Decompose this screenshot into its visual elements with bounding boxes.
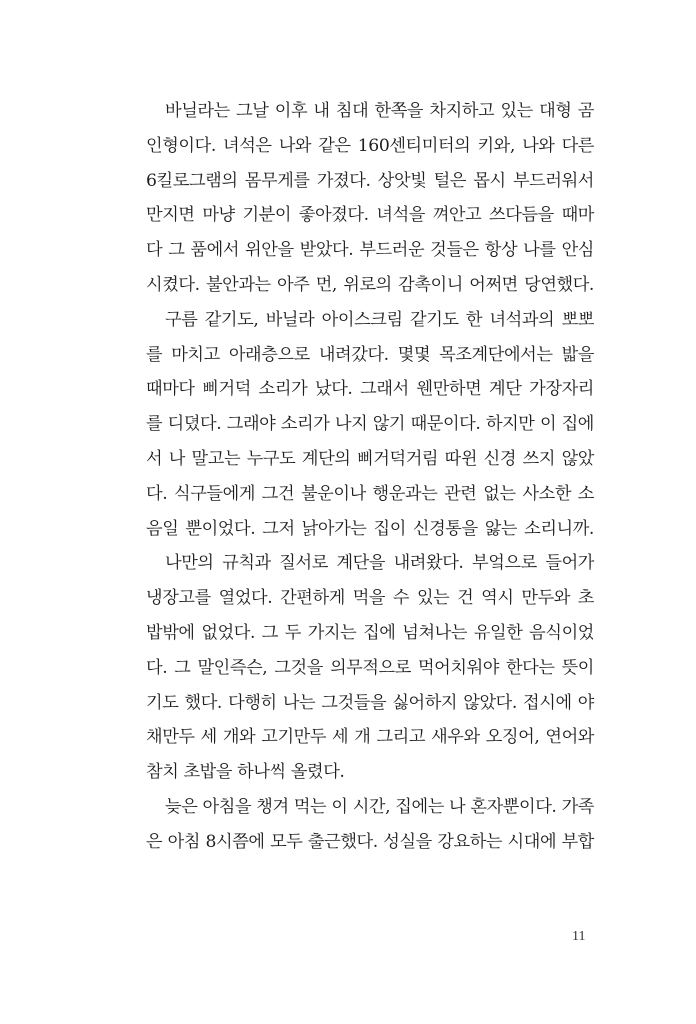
text-line: 만지면 마냥 기분이 좋아졌다. 녀석을 껴안고 쓰다듬을 때마 (146, 205, 594, 226)
page-number: 11 (572, 929, 586, 944)
text-line: 은 아침 8시쯤에 모두 출근했다. 성실을 강요하는 시대에 부합 (146, 831, 594, 852)
text-line: 6킬로그램의 몸무게를 가졌다. 상앗빛 털은 몹시 부드러워서 (146, 170, 594, 191)
text-line: 참치 초밥을 하나씩 올렸다. (146, 762, 345, 783)
text-line: 밥밖에 없었다. 그 두 가지는 집에 넘쳐나는 유일한 음식이었 (146, 622, 594, 643)
text-line: 나만의 규칙과 질서로 계단을 내려왔다. 부엌으로 들어가 (165, 553, 594, 574)
text-line: 기도 했다. 다행히 나는 그것들을 싫어하지 않았다. 접시에 야 (146, 692, 594, 713)
text-line: 냉장고를 열었다. 간편하게 먹을 수 있는 건 역시 만두와 초 (146, 588, 594, 609)
text-line: 바닐라는 그날 이후 내 침대 한쪽을 차지하고 있는 대형 곰 (165, 101, 594, 121)
text-line: 채만두 세 개와 고기만두 세 개 그리고 새우와 오징어, 연어와 (146, 727, 594, 748)
text-line: 인형이다. 녀석은 나와 같은 160센티미터의 키와, 나와 다른 (146, 135, 594, 156)
text-line: 다 그 품에서 위안을 받았다. 부드러운 것들은 항상 나를 안심 (146, 240, 594, 261)
text-line: 음일 뿐이었다. 그저 낡아가는 집이 신경통을 앓는 소리니까. (146, 518, 594, 539)
text-line: 시켰다. 불안과는 아주 먼, 위로의 감촉이니 어쩌면 당연했다. (146, 274, 594, 295)
text-line: 서 나 말고는 누구도 계단의 삐거덕거림 따윈 신경 쓰지 않았 (146, 448, 594, 469)
text-line: 를 마치고 아래층으로 내려갔다. 몇몇 목조계단에서는 밟을 (146, 344, 594, 365)
text-line: 구름 같기도, 바닐라 아이스크림 같기도 한 녀석과의 뽀뽀 (165, 309, 594, 330)
text-line: 다. 그 말인즉슨, 그것을 의무적으로 먹어치워야 한다는 뜻이 (146, 657, 594, 678)
body-text (146, 96, 594, 862)
text-line: 늦은 아침을 챙겨 먹는 이 시간, 집에는 나 혼자뿐이다. 가족 (165, 796, 594, 817)
text-line: 때마다 삐거덕 소리가 났다. 그래서 웬만하면 계단 가장자리 (146, 379, 594, 400)
text-line: 를 디뎠다. 그래야 소리가 나지 않기 때문이다. 하지만 이 집에 (146, 414, 594, 435)
text-line: 다. 식구들에게 그건 불운이나 행운과는 관련 없는 사소한 소 (146, 483, 594, 504)
